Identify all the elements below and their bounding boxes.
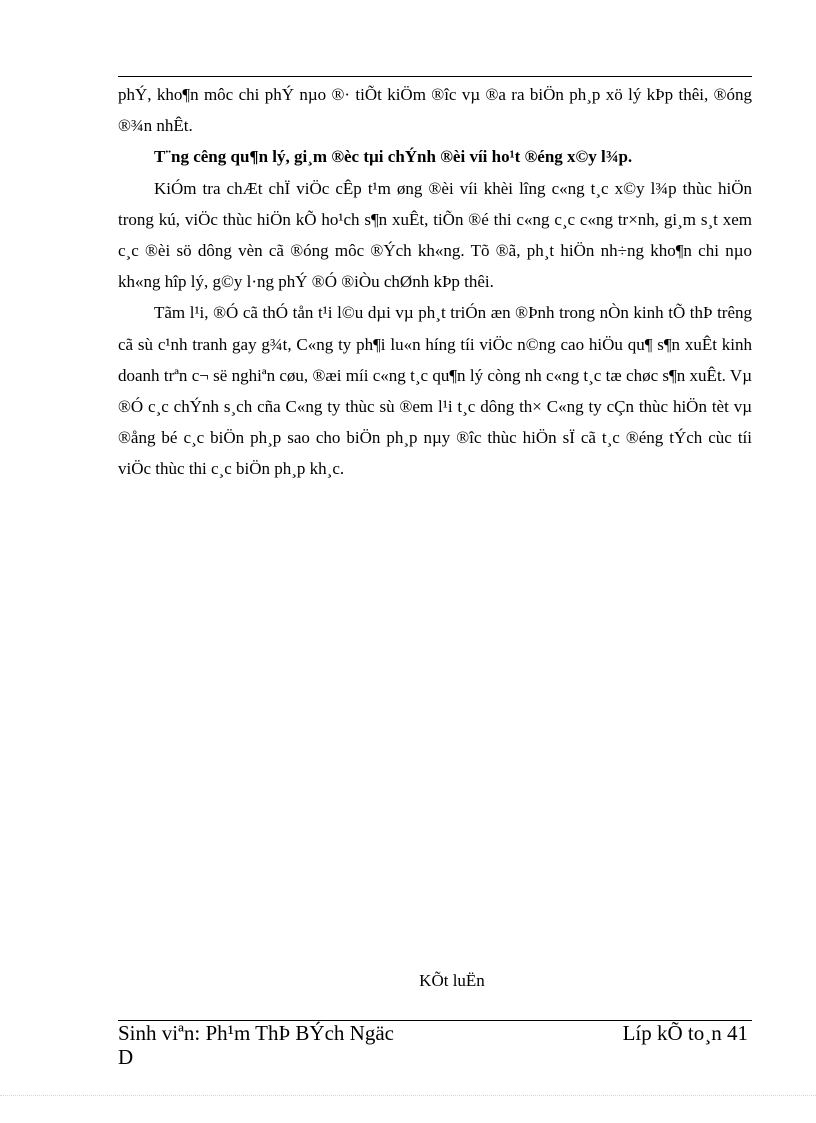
section-heading: T¨ng cêng qu¶n lý, gi¸m ®èc tµi chÝnh ®èi víi ho¹t ®éng x©y l¾p. <box>154 147 633 167</box>
header-rule <box>118 76 752 77</box>
footer-class: Líp kÕ to¸n 41 <box>622 1021 748 1045</box>
document-body <box>118 79 752 485</box>
paragraph-1: phÝ, kho¶n môc chi phÝ nµo ®· tiÕt kiÖm ®îc vµ ®a ra biÖn ph¸p xö lý kÞp thêi, ®óng ®¾n nhÊt. <box>118 85 752 136</box>
footer-student-name: Sinh viªn: Ph¹m ThÞ BÝch Ngäc <box>118 1021 394 1045</box>
closing-title: KÕt luËn <box>419 971 485 990</box>
footer-student <box>118 1021 438 1069</box>
paragraph-3: Tãm l¹i, ®Ó cã thÓ tån t¹i l©u dµi vµ ph¸t triÓn æn ®Þnh trong nÒn kinh tÕ thÞ trêng cã sù c¹nh tranh gay g¾t, C«ng ty ph¶i lu«n híng tíi viÖc n©ng cao hiÖu qu¶ s¶n xuÊt kinh doanh trªn c¬ së nghiªn cøu, ®æi míi c«ng t¸c qu¶n lý còng nh c«ng t¸c tæ chøc s¶n xuÊt. Vµ ®Ó c¸c chÝnh s¸ch cña C«ng ty thùc sù ®em l¹i t¸c dông th× C«ng ty cÇn thùc hiÖn tèt vµ ®ång bé c¸c biÖn ph¸p sao cho biÖn ph¸p nµy ®îc thùc hiÖn sÏ cã t¸c ®éng tÝch cùc tíi viÖc thùc thi c¸c biÖn ph¸p kh¸c. <box>118 303 752 479</box>
page-bottom-border <box>0 1095 816 1096</box>
footer-student-name-cont: D <box>118 1045 134 1069</box>
paragraph-2: KiÓm tra chÆt chÏ viÖc cÊp t¹m øng ®èi víi khèi lîng c«ng t¸c x©y l¾p thùc hiÖn trong kú, viÖc thùc hiÖn kÕ ho¹ch s¶n xuÊt, tiÕn ®é thi c«ng c¸c c«ng tr×nh, gi¸m s¸t xem c¸c ®èi sö dông vèn cã ®óng môc ®Ých kh«ng. Tõ ®ã, ph¸t hiÖn nh÷ng kho¶n chi nµo kh«ng hîp lý, g©y l·ng phÝ ®Ó ®iÒu chØnh kÞp thêi. <box>118 178 752 292</box>
